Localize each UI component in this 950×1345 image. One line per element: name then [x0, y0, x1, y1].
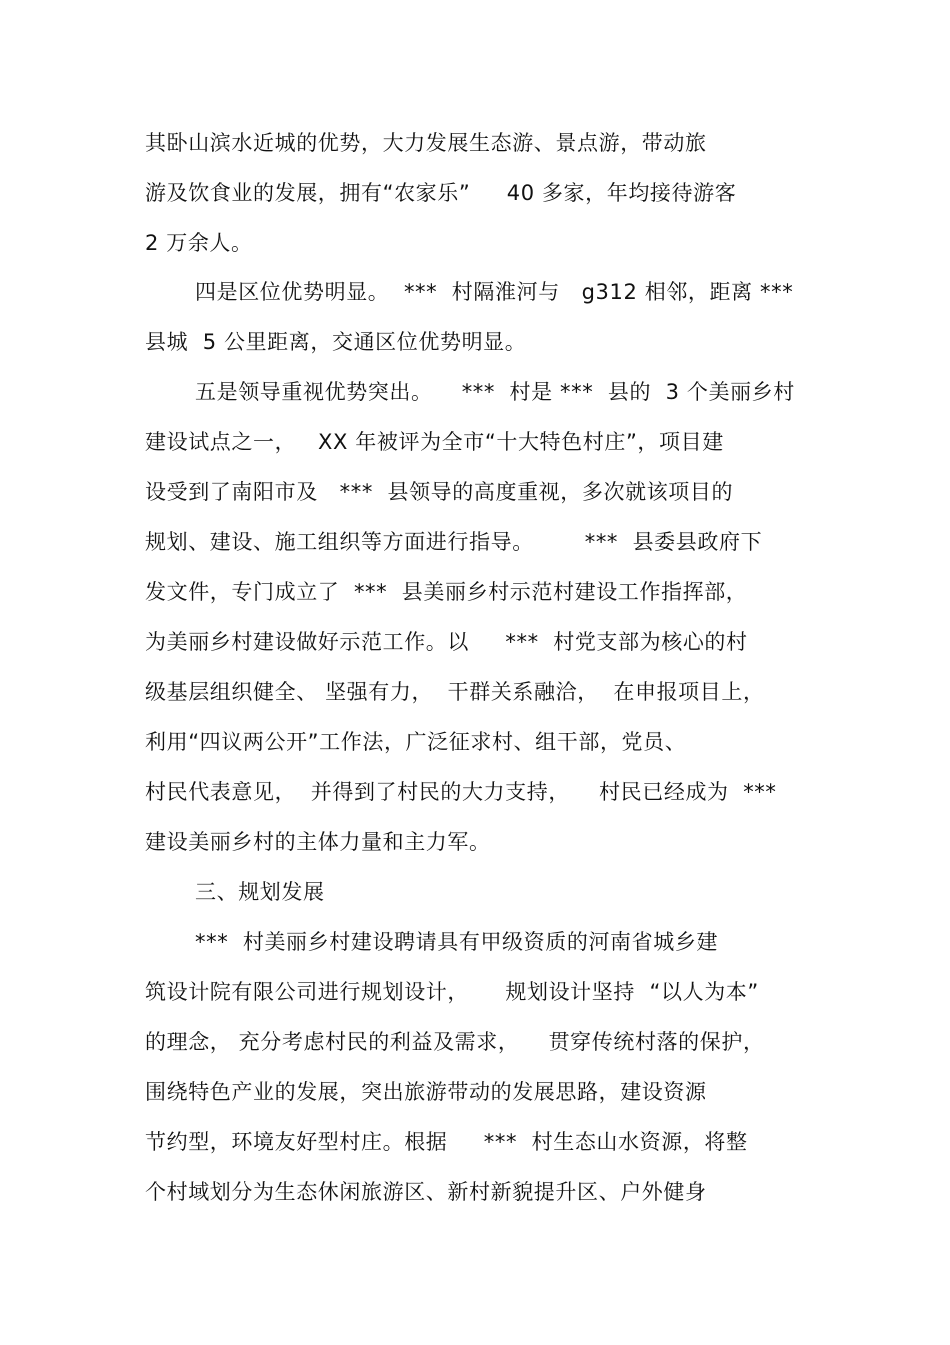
text-line: 规划、建设、施工组织等方面进行指导。 *** 县委县政府下 [145, 530, 763, 554]
text-line: 村民代表意见， 并得到了村民的大力支持， 村民已经成为 *** [145, 780, 777, 804]
paragraph-start-line: 四是区位优势明显。 *** 村隔淮河与 g312 相邻，距离 *** [195, 280, 794, 304]
text-line: 2 万余人。 [145, 231, 253, 255]
section-heading: 三、规划发展 [195, 880, 325, 904]
text-line: 的理念， 充分考虑村民的利益及需求， 贯穿传统村落的保护， [145, 1030, 765, 1054]
paragraph-start-line: *** 村美丽乡村建设聘请具有甲级资质的河南省城乡建 [195, 930, 719, 954]
text-line: 其卧山滨水近城的优势，大力发展生态游、景点游，带动旅 [145, 131, 707, 155]
text-line: 县城 5 公里距离，交通区位优势明显。 [145, 330, 527, 354]
text-line: 游及饮食业的发展，拥有“农家乐” 40 多家，年均接待游客 [145, 181, 737, 205]
text-line: 为美丽乡村建设做好示范工作。以 *** 村党支部为核心的村 [145, 630, 748, 654]
text-line: 设受到了南阳市及 *** 县领导的高度重视，多次就该项目的 [145, 480, 734, 504]
text-line: 个村域划分为生态休闲旅游区、新村新貌提升区、户外健身 [145, 1180, 707, 1204]
text-line: 建设试点之一， XX 年被评为全市“十大特色村庄”，项目建 [145, 430, 724, 454]
text-line: 节约型，环境友好型村庄。根据 *** 村生态山水资源，将整 [145, 1130, 748, 1154]
text-line: 发文件，专门成立了 *** 县美丽乡村示范村建设工作指挥部， [145, 580, 748, 604]
paragraph-start-line: 五是领导重视优势突出。 *** 村是 *** 县的 3 个美丽乡村 [195, 380, 795, 404]
text-line: 利用“四议两公开”工作法，广泛征求村、组干部，党员、 [145, 730, 687, 754]
text-line: 筑设计院有限公司进行规划设计， 规划设计坚持 “以人为本” [145, 980, 759, 1004]
text-line: 围绕特色产业的发展，突出旅游带动的发展思路，建设资源 [145, 1080, 707, 1104]
text-line: 建设美丽乡村的主体力量和主力军。 [145, 830, 491, 854]
text-line: 级基层组织健全、 坚强有力， 干群关系融洽， 在申报项目上， [145, 680, 765, 704]
